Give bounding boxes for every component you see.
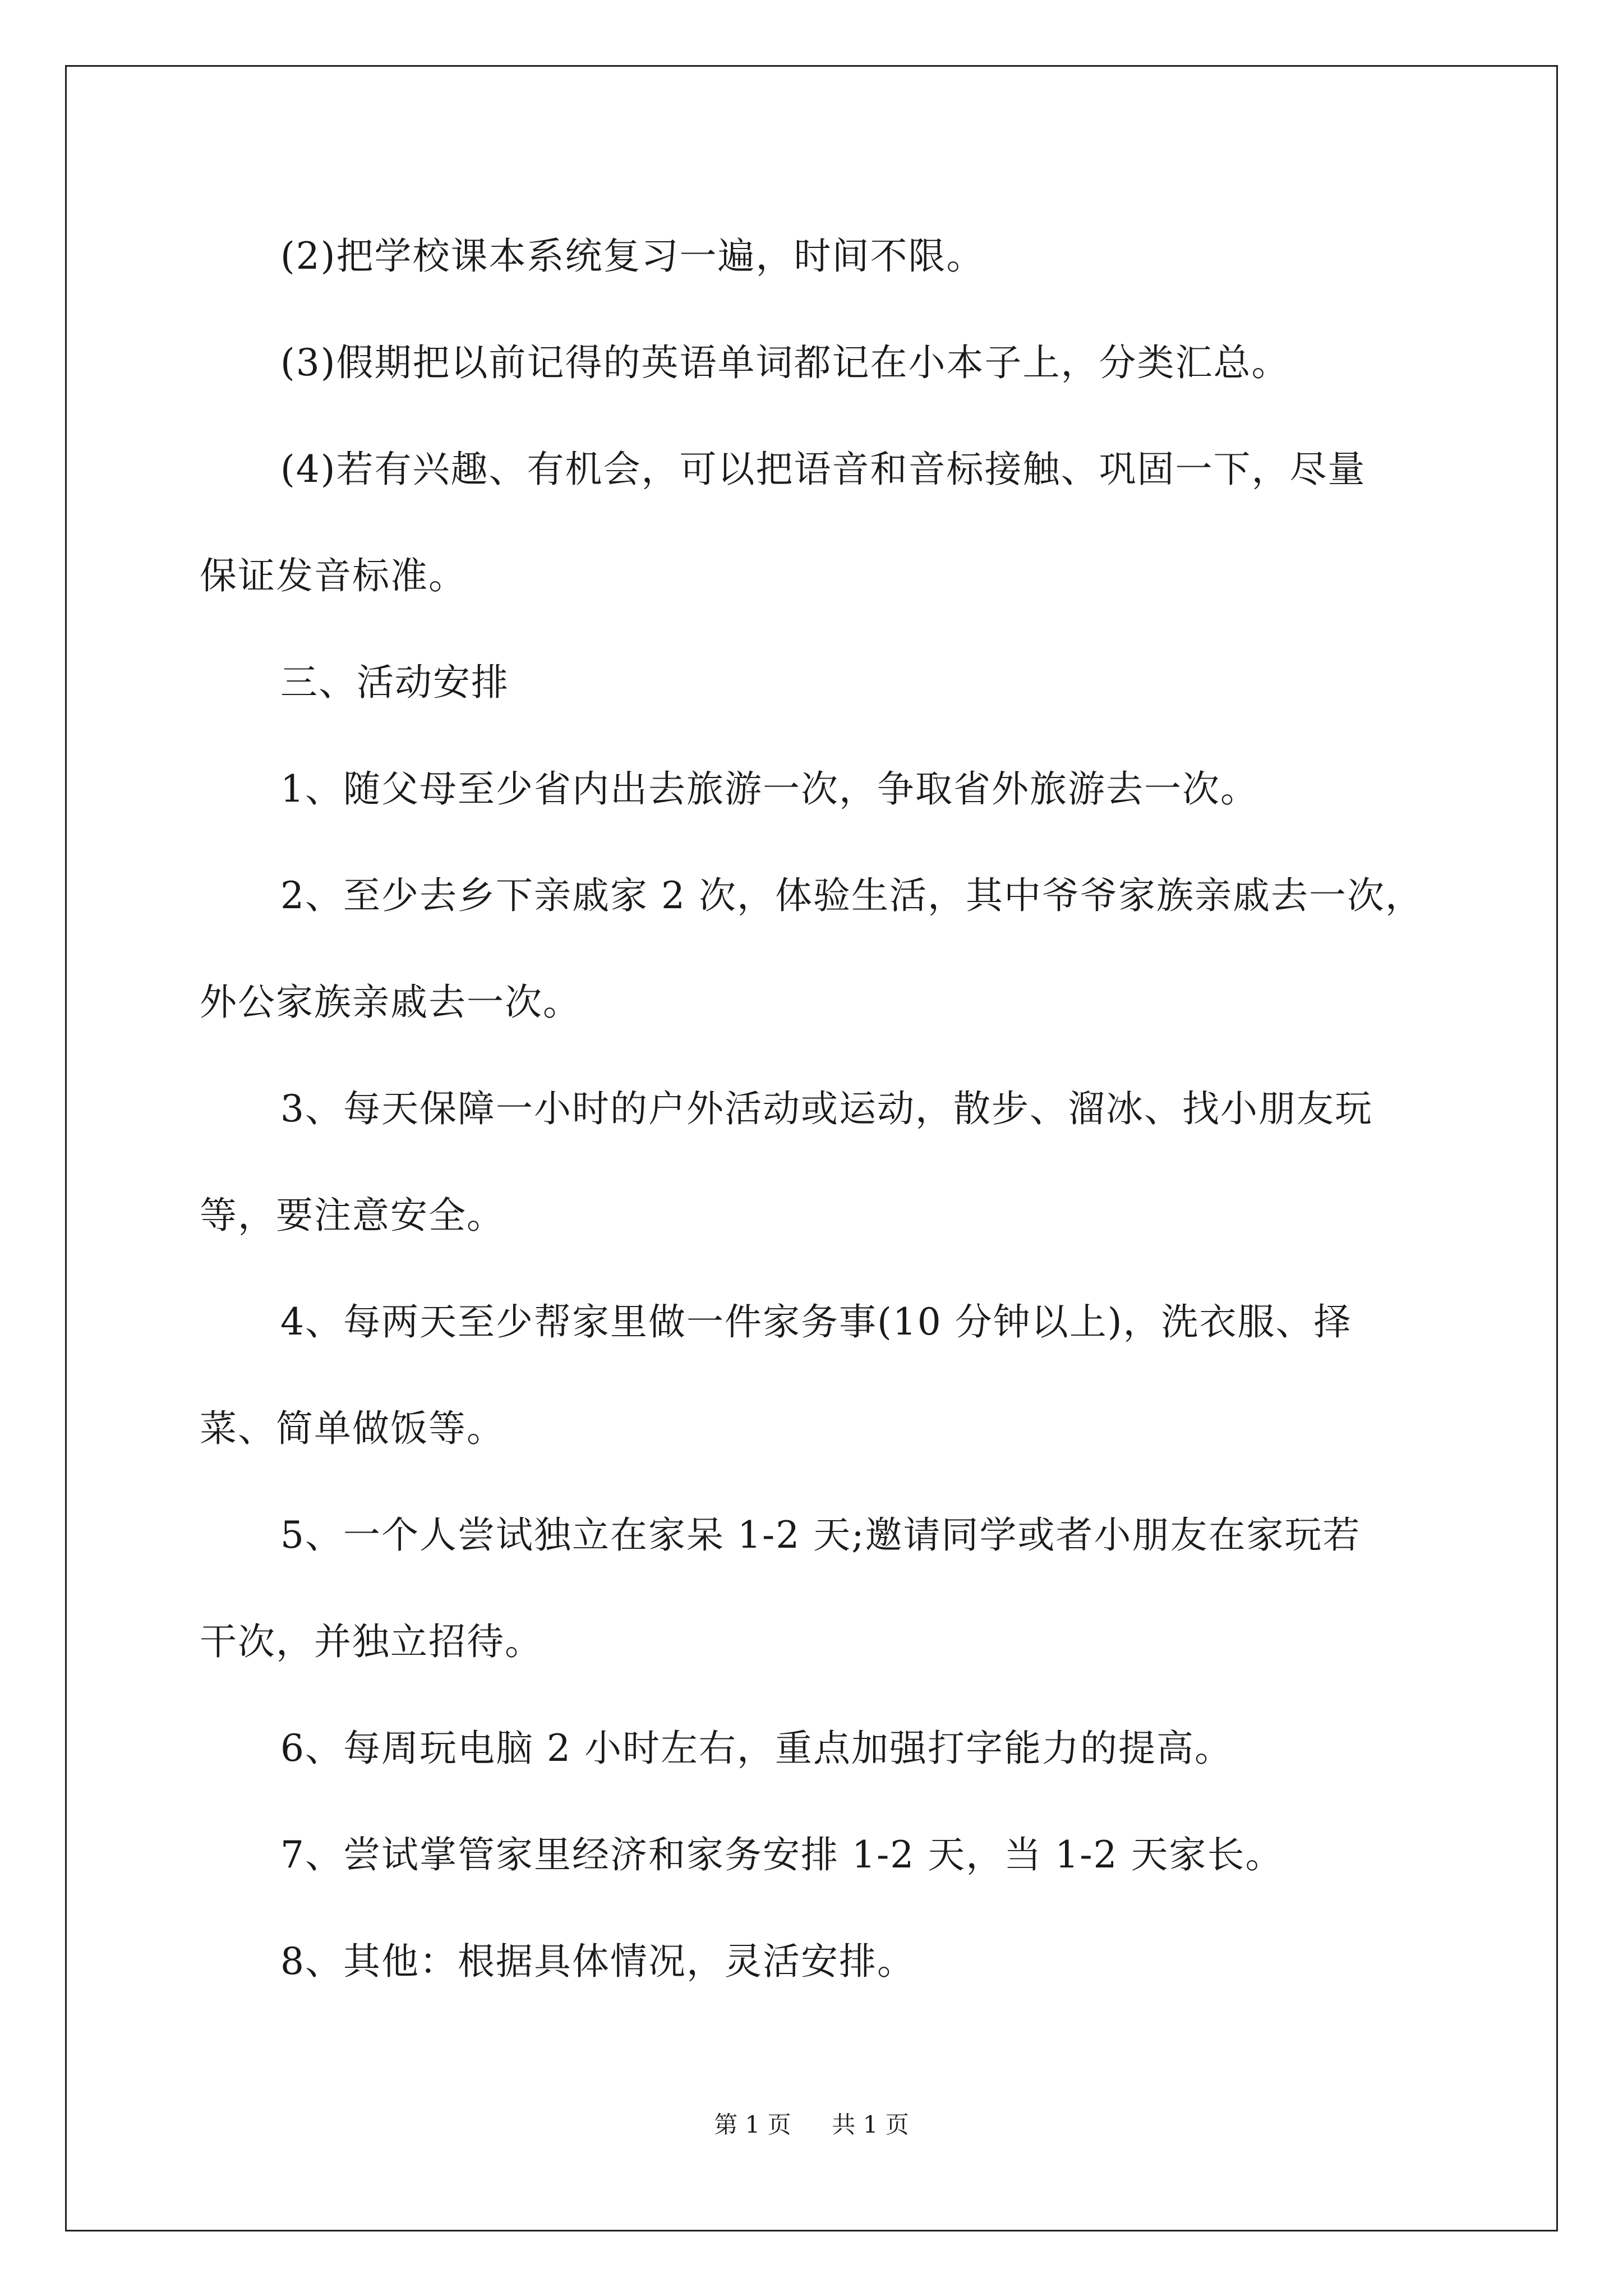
page-total: 共 1 页	[832, 2111, 909, 2138]
paragraph: 4、每两天至少帮家里做一件家务事(10 分钟以上)，洗衣服、择	[280, 1300, 1352, 1343]
paragraph: 外公家族亲戚去一次。	[200, 981, 581, 1024]
paragraph: 保证发音标准。	[200, 554, 467, 597]
paragraph: 菜、简单做饭等。	[200, 1407, 505, 1450]
document-body	[200, 203, 1428, 2015]
paragraph: (2)把学校课本系统复习一遍，时间不限。	[280, 234, 985, 278]
paragraph: 6、每周玩电脑 2 小时左右，重点加强打字能力的提高。	[280, 1727, 1233, 1770]
page-number: 第 1 页	[714, 2111, 791, 2138]
paragraph: 5、一个人尝试独立在家呆 1-2 天;邀请同学或者小朋友在家玩若	[280, 1513, 1361, 1557]
paragraph: 8、其他：根据具体情况，灵活安排。	[280, 1940, 915, 1983]
section-heading: 三、活动安排	[280, 661, 509, 704]
paragraph: 干次，并独立招待。	[200, 1620, 543, 1663]
paragraph: (3)假期把以前记得的英语单词都记在小本子上，分类汇总。	[280, 341, 1290, 384]
paragraph: 7、尝试掌管家里经济和家务安排 1-2 天，当 1-2 天家长。	[280, 1833, 1284, 1876]
paragraph: 1、随父母至少省内出去旅游一次，争取省外旅游去一次。	[280, 767, 1258, 811]
paragraph: 等，要注意安全。	[200, 1194, 505, 1237]
paragraph: 3、每天保障一小时的户外活动或运动，散步、溜冰、找小朋友玩	[280, 1087, 1373, 1130]
page-footer	[0, 2106, 1623, 2140]
paragraph: (4)若有兴趣、有机会，可以把语音和音标接触、巩固一下，尽量	[280, 448, 1366, 491]
paragraph: 2、至少去乡下亲戚家 2 次，体验生活，其中爷爷家族亲戚去一次，	[280, 874, 1423, 917]
